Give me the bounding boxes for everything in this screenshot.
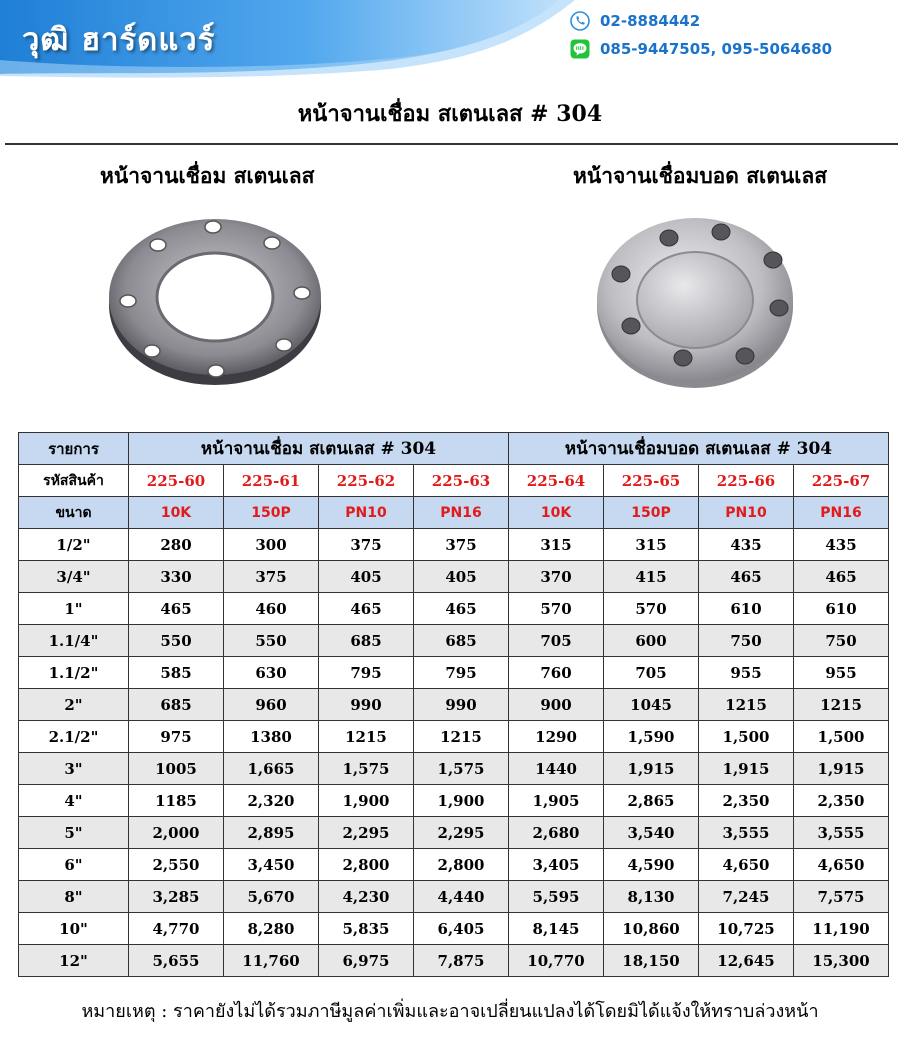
price-cell: 4,590 bbox=[604, 849, 699, 881]
product-code: 225-67 bbox=[794, 465, 889, 497]
price-cell: 3,405 bbox=[509, 849, 604, 881]
price-cell: 300 bbox=[224, 529, 319, 561]
price-cell: 18,150 bbox=[604, 945, 699, 977]
price-cell: 375 bbox=[319, 529, 414, 561]
header-banner bbox=[0, 0, 900, 78]
price-cell: 375 bbox=[224, 561, 319, 593]
price-cell: 8,145 bbox=[509, 913, 604, 945]
price-cell: 2,320 bbox=[224, 785, 319, 817]
price-cell: 750 bbox=[699, 625, 794, 657]
product-title-weld-flange: หน้าจานเชื่อม สเตนเลส bbox=[100, 163, 315, 188]
price-cell: 960 bbox=[224, 689, 319, 721]
size-cell: 8" bbox=[19, 881, 129, 913]
price-cell: 1,915 bbox=[604, 753, 699, 785]
price-cell: 2,000 bbox=[129, 817, 224, 849]
price-cell: 570 bbox=[604, 593, 699, 625]
price-cell: 610 bbox=[794, 593, 889, 625]
table-row bbox=[19, 913, 889, 945]
price-cell: 465 bbox=[319, 593, 414, 625]
table-row bbox=[19, 881, 889, 913]
price-cell: 10,860 bbox=[604, 913, 699, 945]
size-cell: 5" bbox=[19, 817, 129, 849]
price-cell: 685 bbox=[129, 689, 224, 721]
standard-cell: 10K bbox=[509, 497, 604, 529]
price-cell: 1290 bbox=[509, 721, 604, 753]
group-blind-flange: หน้าจานเชื่อมบอด สเตนเลส # 304 bbox=[509, 433, 889, 465]
table-row bbox=[19, 625, 889, 657]
price-cell: 4,650 bbox=[794, 849, 889, 881]
price-table bbox=[18, 432, 889, 977]
price-cell: 7,575 bbox=[794, 881, 889, 913]
price-cell: 465 bbox=[699, 561, 794, 593]
size-cell: 4" bbox=[19, 785, 129, 817]
price-cell: 550 bbox=[224, 625, 319, 657]
size-label: ขนาด bbox=[19, 497, 129, 529]
price-cell: 3,285 bbox=[129, 881, 224, 913]
price-cell: 795 bbox=[319, 657, 414, 689]
price-cell: 685 bbox=[414, 625, 509, 657]
standard-cell: 150P bbox=[604, 497, 699, 529]
table-row bbox=[19, 561, 889, 593]
standard-cell: PN16 bbox=[414, 497, 509, 529]
size-cell: 3" bbox=[19, 753, 129, 785]
size-cell: 2" bbox=[19, 689, 129, 721]
price-cell: 1045 bbox=[604, 689, 699, 721]
product-code: 225-66 bbox=[699, 465, 794, 497]
price-cell: 330 bbox=[129, 561, 224, 593]
price-cell: 975 bbox=[129, 721, 224, 753]
size-cell: 1/2" bbox=[19, 529, 129, 561]
price-cell: 8,280 bbox=[224, 913, 319, 945]
price-cell: 1215 bbox=[699, 689, 794, 721]
price-cell: 1,905 bbox=[509, 785, 604, 817]
page-title: หน้าจานเชื่อม สเตนเลส # 304 bbox=[297, 101, 603, 127]
standard-cell: 150P bbox=[224, 497, 319, 529]
price-cell: 4,440 bbox=[414, 881, 509, 913]
phone-contact[interactable] bbox=[570, 11, 700, 31]
price-cell: 610 bbox=[699, 593, 794, 625]
price-cell: 1,500 bbox=[699, 721, 794, 753]
price-cell: 6,405 bbox=[414, 913, 509, 945]
price-cell: 465 bbox=[794, 561, 889, 593]
price-cell: 1380 bbox=[224, 721, 319, 753]
standard-cell: PN10 bbox=[699, 497, 794, 529]
price-cell: 460 bbox=[224, 593, 319, 625]
blind-flange-image bbox=[595, 208, 805, 397]
size-cell: 6" bbox=[19, 849, 129, 881]
price-cell: 955 bbox=[794, 657, 889, 689]
product-code: 225-63 bbox=[414, 465, 509, 497]
price-cell: 6,975 bbox=[319, 945, 414, 977]
price-cell: 1215 bbox=[319, 721, 414, 753]
standard-cell: PN16 bbox=[794, 497, 889, 529]
price-cell: 4,650 bbox=[699, 849, 794, 881]
price-cell: 685 bbox=[319, 625, 414, 657]
price-cell: 10,770 bbox=[509, 945, 604, 977]
size-cell: 1.1/4" bbox=[19, 625, 129, 657]
table-row bbox=[19, 657, 889, 689]
standard-cell: 10K bbox=[129, 497, 224, 529]
table-row bbox=[19, 849, 889, 881]
price-cell: 5,670 bbox=[224, 881, 319, 913]
price-cell: 750 bbox=[794, 625, 889, 657]
product-code: 225-61 bbox=[224, 465, 319, 497]
line-numbers: 085-9447505, 095-5064680 bbox=[600, 40, 833, 58]
price-cell: 4,770 bbox=[129, 913, 224, 945]
weld-flange-image bbox=[100, 205, 330, 394]
price-cell: 5,835 bbox=[319, 913, 414, 945]
price-cell: 795 bbox=[414, 657, 509, 689]
price-cell: 3,555 bbox=[794, 817, 889, 849]
phone-icon bbox=[570, 11, 590, 31]
size-cell: 2.1/2" bbox=[19, 721, 129, 753]
table-row bbox=[19, 593, 889, 625]
price-cell: 465 bbox=[414, 593, 509, 625]
price-cell: 1,915 bbox=[699, 753, 794, 785]
price-cell: 2,350 bbox=[699, 785, 794, 817]
price-cell: 5,595 bbox=[509, 881, 604, 913]
price-cell: 11,760 bbox=[224, 945, 319, 977]
price-cell: 3,450 bbox=[224, 849, 319, 881]
size-cell: 12" bbox=[19, 945, 129, 977]
price-cell: 2,895 bbox=[224, 817, 319, 849]
product-code: 225-65 bbox=[604, 465, 699, 497]
price-cell: 10,725 bbox=[699, 913, 794, 945]
price-cell: 3,540 bbox=[604, 817, 699, 849]
line-app-icon bbox=[570, 39, 590, 59]
phone-number: 02-8884442 bbox=[600, 12, 701, 30]
standard-row bbox=[19, 497, 889, 529]
item-label: รายการ bbox=[19, 433, 129, 465]
price-cell: 1,575 bbox=[414, 753, 509, 785]
group-weld-flange: หน้าจานเชื่อม สเตนเลส # 304 bbox=[129, 433, 509, 465]
price-cell: 2,550 bbox=[129, 849, 224, 881]
price-cell: 370 bbox=[509, 561, 604, 593]
table-header-row bbox=[19, 433, 889, 465]
table-row bbox=[19, 753, 889, 785]
price-cell: 760 bbox=[509, 657, 604, 689]
price-cell: 1,900 bbox=[414, 785, 509, 817]
price-cell: 2,865 bbox=[604, 785, 699, 817]
price-cell: 1215 bbox=[794, 689, 889, 721]
price-cell: 5,655 bbox=[129, 945, 224, 977]
price-cell: 600 bbox=[604, 625, 699, 657]
product-code: 225-62 bbox=[319, 465, 414, 497]
price-cell: 315 bbox=[604, 529, 699, 561]
price-cell: 1,665 bbox=[224, 753, 319, 785]
price-cell: 1,590 bbox=[604, 721, 699, 753]
price-cell: 7,875 bbox=[414, 945, 509, 977]
price-cell: 630 bbox=[224, 657, 319, 689]
price-cell: 415 bbox=[604, 561, 699, 593]
product-code-row bbox=[19, 465, 889, 497]
price-cell: 2,680 bbox=[509, 817, 604, 849]
price-cell: 405 bbox=[414, 561, 509, 593]
price-cell: 11,190 bbox=[794, 913, 889, 945]
size-cell: 1.1/2" bbox=[19, 657, 129, 689]
price-cell: 1,500 bbox=[794, 721, 889, 753]
price-cell: 8,130 bbox=[604, 881, 699, 913]
standard-cell: PN10 bbox=[319, 497, 414, 529]
product-title-blind-flange: หน้าจานเชื่อมบอด สเตนเลส bbox=[573, 163, 828, 188]
price-cell: 570 bbox=[509, 593, 604, 625]
line-contact[interactable] bbox=[570, 39, 832, 59]
price-cell: 1,915 bbox=[794, 753, 889, 785]
price-cell: 4,230 bbox=[319, 881, 414, 913]
price-cell: 2,800 bbox=[414, 849, 509, 881]
price-cell: 1185 bbox=[129, 785, 224, 817]
table-row bbox=[19, 721, 889, 753]
table-row bbox=[19, 689, 889, 721]
price-cell: 705 bbox=[509, 625, 604, 657]
price-note: หมายเหตุ : ราคายังไม่ได้รวมภาษีมูลค่าเพิ่มและอาจเปลี่ยนแปลงได้โดยมิได้แจ้งให้ทราบล่วงหน้า bbox=[81, 1001, 819, 1022]
table-row bbox=[19, 529, 889, 561]
price-cell: 2,295 bbox=[319, 817, 414, 849]
size-cell: 3/4" bbox=[19, 561, 129, 593]
price-cell: 315 bbox=[509, 529, 604, 561]
price-cell: 15,300 bbox=[794, 945, 889, 977]
price-cell: 550 bbox=[129, 625, 224, 657]
product-code: 225-64 bbox=[509, 465, 604, 497]
price-cell: 1005 bbox=[129, 753, 224, 785]
price-cell: 990 bbox=[414, 689, 509, 721]
price-cell: 1,575 bbox=[319, 753, 414, 785]
brand-name: วุฒิ ฮาร์ดแวร์ bbox=[22, 22, 216, 58]
price-cell: 900 bbox=[509, 689, 604, 721]
size-cell: 10" bbox=[19, 913, 129, 945]
price-cell: 3,555 bbox=[699, 817, 794, 849]
price-cell: 990 bbox=[319, 689, 414, 721]
price-cell: 955 bbox=[699, 657, 794, 689]
price-cell: 280 bbox=[129, 529, 224, 561]
price-cell: 465 bbox=[129, 593, 224, 625]
table-row bbox=[19, 785, 889, 817]
price-cell: 2,800 bbox=[319, 849, 414, 881]
table-row bbox=[19, 945, 889, 977]
price-cell: 2,295 bbox=[414, 817, 509, 849]
price-cell: 705 bbox=[604, 657, 699, 689]
price-cell: 1440 bbox=[509, 753, 604, 785]
price-cell: 435 bbox=[699, 529, 794, 561]
code-label: รหัสสินค้า bbox=[19, 465, 129, 497]
price-cell: 1,900 bbox=[319, 785, 414, 817]
price-cell: 12,645 bbox=[699, 945, 794, 977]
price-cell: 375 bbox=[414, 529, 509, 561]
table-row bbox=[19, 817, 889, 849]
price-cell: 7,245 bbox=[699, 881, 794, 913]
price-cell: 435 bbox=[794, 529, 889, 561]
product-code: 225-60 bbox=[129, 465, 224, 497]
price-cell: 2,350 bbox=[794, 785, 889, 817]
price-cell: 405 bbox=[319, 561, 414, 593]
size-cell: 1" bbox=[19, 593, 129, 625]
price-cell: 585 bbox=[129, 657, 224, 689]
price-cell: 1215 bbox=[414, 721, 509, 753]
title-divider bbox=[5, 143, 898, 145]
